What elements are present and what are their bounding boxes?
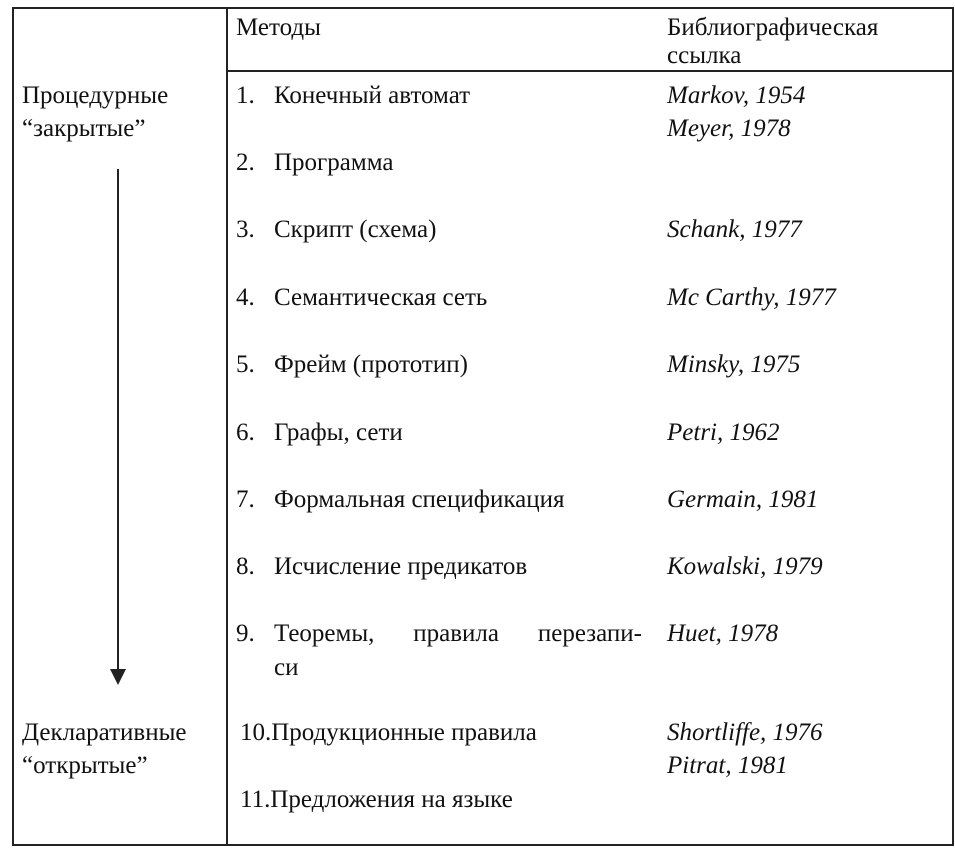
method-name: Исчисление предикатов [274,553,528,580]
header-reference-line2: ссылка [667,42,742,69]
scale-top-label: Процедурные [22,82,169,109]
scale-top-sublabel: “закрытые” [22,115,146,142]
method-row-9 [236,617,642,651]
method-number: 11. [240,786,271,813]
method-number: 7. [236,486,255,513]
methods-table [12,7,954,846]
reference-pitrat: Pitrat, 1981 [667,752,788,779]
header-reference-line1: Библиографическая [667,14,879,41]
method-number: 8. [236,553,255,580]
arrow-down-icon [110,669,126,685]
reference-huet: Huet, 1978 [667,620,779,647]
reference-kowalski: Kowalski, 1979 [667,553,823,580]
reference-minsky: Minsky, 1975 [667,351,801,378]
method-number: 10. [240,719,272,746]
method-row-1 [236,79,470,113]
method-name: Скрипт (схема) [274,216,437,243]
reference-meyer: Meyer, 1978 [667,115,791,142]
method-name: Фрейм (прототип) [274,351,468,378]
method-name: Конечный автомат [274,82,471,109]
reference-markov: Markov, 1954 [667,82,806,109]
method-number: 3. [236,216,255,243]
header-divider [226,70,952,72]
method-row-9-continuation: си [274,654,299,681]
reference-mccarthy: Mc Carthy, 1977 [667,284,836,311]
method-name: Семантическая сеть [274,284,488,311]
method-row-2 [236,146,393,180]
method-row-3 [236,213,436,247]
method-name: Формальная спецификация [274,486,565,513]
scale-bottom-sublabel: “открытые” [22,752,148,779]
method-name: Предложения на языке [270,786,513,813]
method-number: 5. [236,351,255,378]
method-row-8 [236,550,527,584]
method-row-5 [236,348,468,382]
scale-bottom-label: Декларативные [22,719,187,746]
method-number: 1. [236,82,255,109]
column-divider [226,9,228,844]
reference-petri: Petri, 1962 [667,419,780,446]
method-row-10 [240,716,537,750]
method-number: 9. [236,620,255,647]
method-name: Графы, сети [274,419,403,446]
reference-shortliffe: Shortliffe, 1976 [667,719,823,746]
method-row-7 [236,483,564,517]
method-row-4 [236,281,487,315]
header-methods: Методы [236,14,321,41]
method-name: Программа [274,149,394,176]
method-row-6 [236,416,403,450]
method-number: 6. [236,419,255,446]
reference-germain: Germain, 1981 [667,486,819,513]
reference-schank: Schank, 1977 [667,216,802,243]
method-name: Продукционные правила [271,719,537,746]
scale-arrow-shaft [117,169,119,671]
method-number: 2. [236,149,255,176]
method-number: 4. [236,284,255,311]
method-row-11 [240,783,513,817]
method-name: Теоремы, правила перезапи- [274,620,642,647]
